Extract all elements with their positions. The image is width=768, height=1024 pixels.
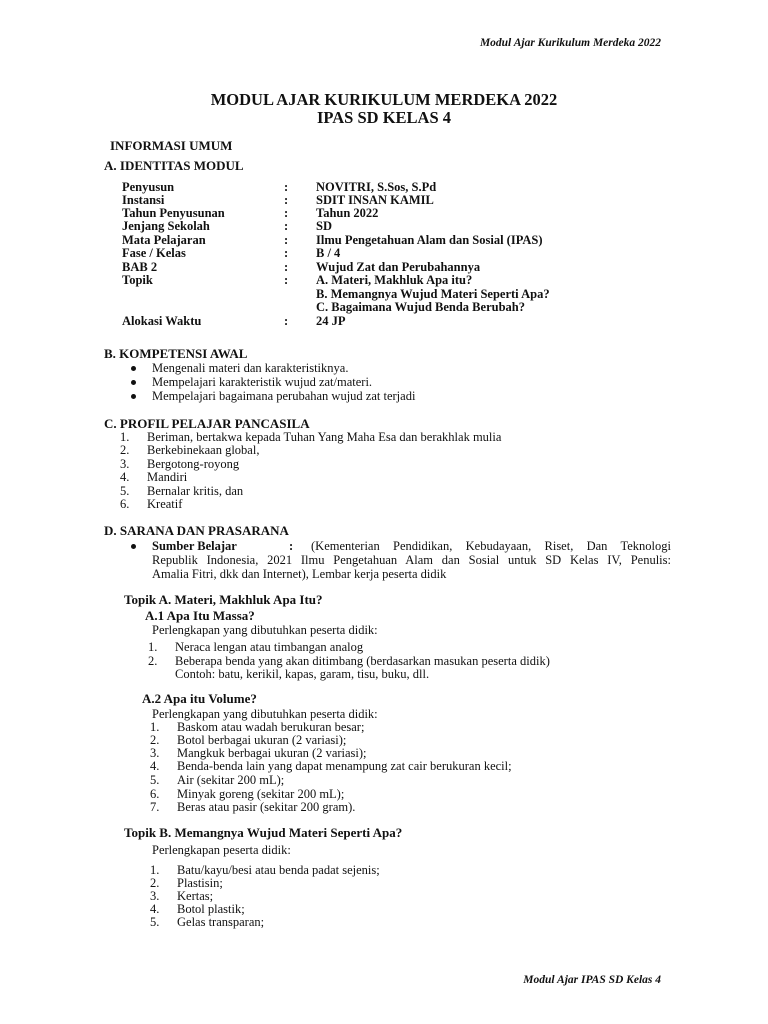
identity-label: Alokasi Waktu xyxy=(122,314,202,328)
list-item-text: Gelas transparan; xyxy=(177,915,265,929)
list-item xyxy=(152,375,372,390)
list-item-text: Kertas; xyxy=(177,889,214,903)
list-item-text: Neraca lengan atau timbangan analog xyxy=(175,640,364,654)
list-item-text: Batu/kayu/besi atau benda padat sejenis; xyxy=(177,863,380,877)
list-number: 7. xyxy=(150,800,160,814)
identity-value: C. Bagaimana Wujud Benda Berubah? xyxy=(316,300,525,314)
list-item xyxy=(152,361,348,376)
a1-intro: Perlengkapan yang dibutuhkan peserta didik: xyxy=(152,623,378,637)
list-number: 5. xyxy=(120,484,130,498)
identity-value: A. Materi, Makhluk Apa itu? xyxy=(316,273,473,287)
list-item-text: Kreatif xyxy=(147,497,183,511)
identity-colon: : xyxy=(284,219,289,233)
sumber-text-line: Amalia Fitri, dkk dan Internet), Lembar kerja peserta didik xyxy=(152,567,447,581)
list-number: 1. xyxy=(150,720,160,734)
list-number: 5. xyxy=(150,915,160,929)
list-number: 1. xyxy=(150,863,160,877)
topik-a-heading: Topik A. Materi, Makhluk Apa Itu? xyxy=(124,592,323,607)
list-number: 2. xyxy=(120,443,130,457)
list-item-text: Beberapa benda yang akan ditimbang (berdasarkan masukan peserta didik) xyxy=(175,654,550,668)
list-number: 4. xyxy=(150,759,160,773)
list-number: 3. xyxy=(120,457,130,471)
running-footer: Modul Ajar IPAS SD Kelas 4 xyxy=(523,974,661,986)
identity-colon: : xyxy=(284,206,289,220)
a2-intro: Perlengkapan yang dibutuhkan peserta didik: xyxy=(152,707,378,721)
identity-colon: : xyxy=(284,246,289,260)
sumber-colon: : xyxy=(289,539,294,553)
list-item xyxy=(148,640,364,655)
informasi-umum-heading: INFORMASI UMUM xyxy=(110,138,233,153)
identity-value: NOVITRI, S.Sos, S.Pd xyxy=(316,180,437,194)
list-item-text: Bergotong-royong xyxy=(147,457,240,471)
section-b-heading: B. KOMPETENSI AWAL xyxy=(104,346,248,361)
identity-colon: : xyxy=(284,193,289,207)
sumber-text-line: Republik Indonesia, 2021 Ilmu Pengetahuan Alam dan Sosial untuk SD Kelas IV, Penulis: xyxy=(152,553,671,567)
identity-colon: : xyxy=(284,260,289,274)
list-item-text: Mempelajari bagaimana perubahan wujud zat terjadi xyxy=(152,389,416,403)
list-number: 3. xyxy=(150,746,160,760)
sumber-label: Sumber Belajar xyxy=(152,539,237,553)
identity-value: Tahun 2022 xyxy=(316,206,379,220)
bullet-icon xyxy=(131,366,136,371)
a1-heading: A.1 Apa Itu Massa? xyxy=(145,608,255,623)
list-number: 1. xyxy=(148,640,158,654)
section-a-heading: A. IDENTITAS MODUL xyxy=(104,158,244,173)
list-item-text: Berkebinekaan global, xyxy=(147,443,260,457)
list-number: 4. xyxy=(150,902,160,916)
identity-label: Topik xyxy=(122,273,153,287)
identity-label: Mata Pelajaran xyxy=(122,233,206,247)
sumber-text-line: (Kementerian Pendidikan, Kebudayaan, Riset, Dan Teknologi xyxy=(311,539,671,553)
list-item-text: Botol plastik; xyxy=(177,902,245,916)
list-number: 5. xyxy=(150,773,160,787)
list-item-text: Mempelajari karakteristik wujud zat/materi. xyxy=(152,375,373,389)
topik-b-heading: Topik B. Memangnya Wujud Materi Seperti Apa? xyxy=(124,825,403,840)
b-intro: Perlengkapan peserta didik: xyxy=(152,843,291,857)
list-number: 1. xyxy=(120,430,130,444)
bullet-icon xyxy=(131,544,136,549)
list-item xyxy=(120,443,260,458)
identity-label: Jenjang Sekolah xyxy=(122,219,210,233)
list-item-text: Beras atau pasir (sekitar 200 gram). xyxy=(177,800,356,814)
list-item xyxy=(120,497,183,512)
identity-label: Fase / Kelas xyxy=(122,246,186,260)
identity-value: SD xyxy=(316,219,332,233)
list-item-text: Benda-benda lain yang dapat menampung zat cair berukuran kecil; xyxy=(177,759,512,773)
list-number: 6. xyxy=(120,497,130,511)
identity-value: B / 4 xyxy=(316,246,341,260)
list-item-text: Mangkuk berbagai ukuran (2 variasi); xyxy=(177,746,367,760)
section-c-heading: C. PROFIL PELAJAR PANCASILA xyxy=(104,416,310,431)
list-item-text: Botol berbagai ukuran (2 variasi); xyxy=(177,733,347,747)
bullet-icon xyxy=(131,380,136,385)
document-subtitle: IPAS SD KELAS 4 xyxy=(316,108,452,127)
list-item xyxy=(150,915,265,930)
list-number: 6. xyxy=(150,787,160,801)
list-item-text: Bernalar kritis, dan xyxy=(147,484,244,498)
list-item-text: Baskom atau wadah berukuran besar; xyxy=(177,720,365,734)
identity-colon: : xyxy=(284,180,289,194)
a1-example: Contoh: batu, kerikil, kapas, garam, tisu, buku, dll. xyxy=(175,667,430,681)
section-d-heading: D. SARANA DAN PRASARANA xyxy=(104,523,289,538)
a2-heading: A.2 Apa itu Volume? xyxy=(142,691,257,706)
identity-label: BAB 2 xyxy=(122,260,158,274)
identity-label: Instansi xyxy=(122,193,165,207)
identity-value: Ilmu Pengetahuan Alam dan Sosial (IPAS) xyxy=(316,233,543,247)
list-item-text: Plastisin; xyxy=(177,876,223,890)
list-item-text: Minyak goreng (sekitar 200 mL); xyxy=(177,787,345,801)
list-item xyxy=(150,800,356,815)
list-item-text: Mandiri xyxy=(147,470,188,484)
identity-colon: : xyxy=(284,314,289,328)
identity-value: B. Memangnya Wujud Materi Seperti Apa? xyxy=(316,287,550,301)
identity-label: Penyusun xyxy=(122,180,175,194)
identity-value: Wujud Zat dan Perubahannya xyxy=(316,260,481,274)
bullet-icon xyxy=(131,394,136,399)
list-item xyxy=(152,389,415,404)
list-item xyxy=(150,773,285,788)
list-item-text: Mengenali materi dan karakteristiknya. xyxy=(152,361,349,375)
identity-colon: : xyxy=(284,273,289,287)
identity-value: 24 JP xyxy=(316,314,346,328)
running-header: Modul Ajar Kurikulum Merdeka 2022 xyxy=(479,37,661,49)
list-number: 2. xyxy=(150,876,160,890)
list-number: 4. xyxy=(120,470,130,484)
list-number: 2. xyxy=(150,733,160,747)
document-title: MODUL AJAR KURIKULUM MERDEKA 2022 xyxy=(210,90,558,109)
identity-colon: : xyxy=(284,233,289,247)
identity-label: Tahun Penyusunan xyxy=(122,206,225,220)
list-number: 3. xyxy=(150,889,160,903)
list-item xyxy=(150,759,512,774)
list-item-text: Air (sekitar 200 mL); xyxy=(177,773,285,787)
list-item-text: Beriman, bertakwa kepada Tuhan Yang Maha Esa dan berakhlak mulia xyxy=(147,430,502,444)
identity-value: SDIT INSAN KAMIL xyxy=(316,193,434,207)
list-item xyxy=(120,470,188,485)
list-number: 2. xyxy=(148,654,158,668)
